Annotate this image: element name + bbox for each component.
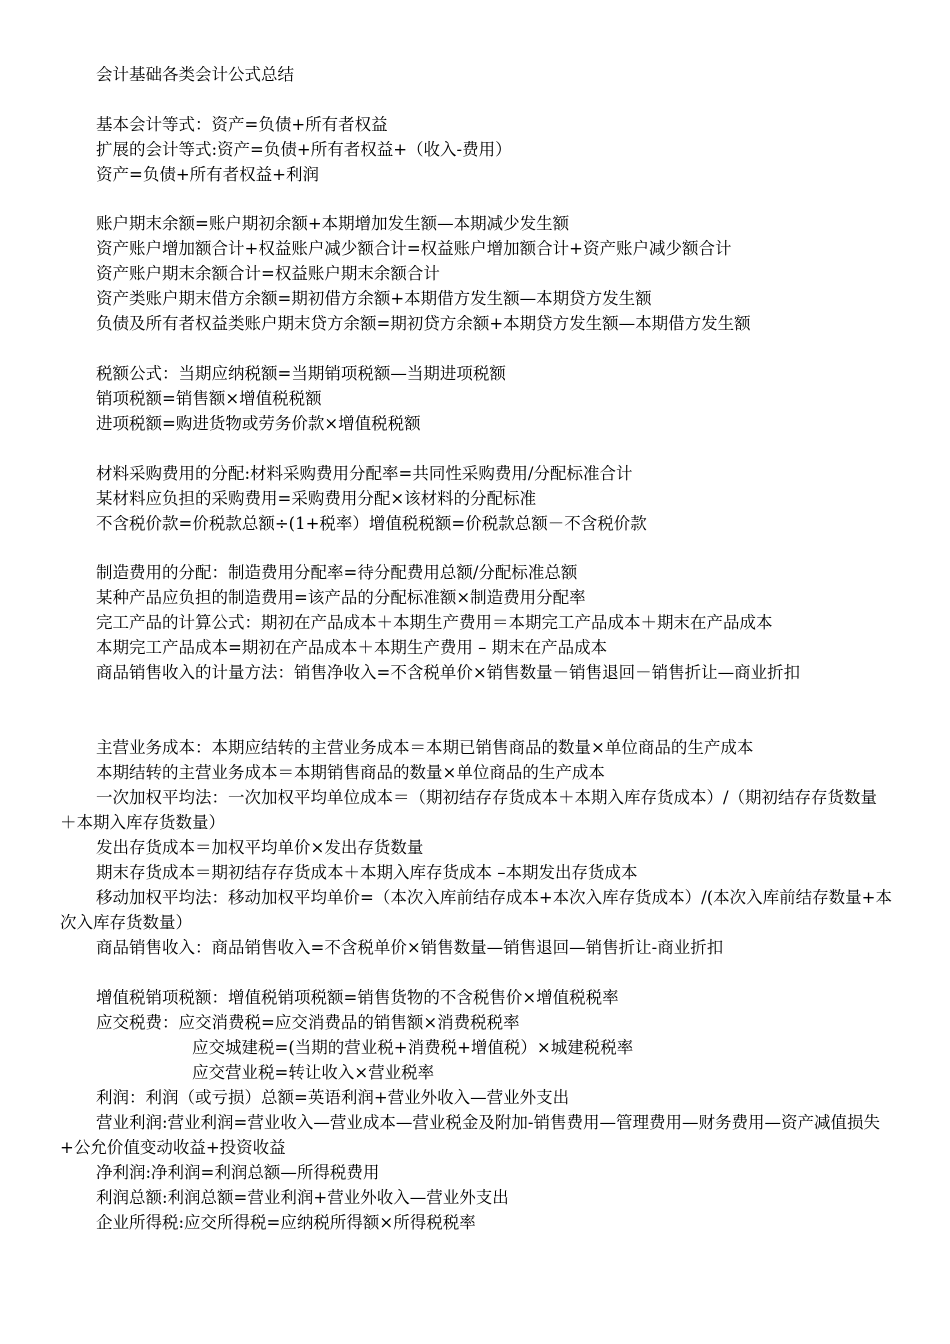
document-title: 会计基础各类会计公式总结 [96, 65, 294, 84]
text-line: 期末存货成本＝期初结存存货成本＋本期入库存货成本 –本期发出存货成本 [96, 863, 638, 882]
text-line: 扩展的会计等式:资产=负债+所有者权益+（收入-费用） [96, 140, 512, 159]
text-line: 资产账户期末余额合计=权益账户期末余额合计 [96, 264, 440, 283]
text-line: 销项税额=销售额×增值税税额 [96, 389, 322, 408]
text-line: 应交营业税=转让收入×营业税率 [192, 1063, 435, 1082]
text-line: 进项税额=购进货物或劳务价款×增值税税额 [96, 414, 421, 433]
text-line: 制造费用的分配：制造费用分配率=待分配费用总额/分配标准总额 [96, 563, 578, 582]
text-line: 资产账户增加额合计+权益账户减少额合计=权益账户增加额合计+资产账户减少额合计 [96, 239, 732, 258]
text-line: 账户期末余额=账户期初余额+本期增加发生额—本期减少发生额 [96, 214, 570, 233]
text-line: 某种产品应负担的制造费用=该产品的分配标准额×制造费用分配率 [96, 588, 586, 607]
text-paragraph: 商品销售收入的计量方法：销售净收入=不含税单价×销售数量－销售退回－销售折让—商业折扣 [96, 663, 801, 682]
text-line: 净利润:净利润=利润总额—所得税费用 [96, 1163, 380, 1182]
text-paragraph: 一次加权平均法：一次加权平均单位成本＝（期初结存存货成本＋本期入库存货成本）/（期初结存存货数量＋本期入库存货数量） [60, 788, 878, 832]
text-paragraph: 营业利润:营业利润=营业收入—营业成本—营业税金及附加-销售费用—管理费用—财务费用—资产减值损失+公允价值变动收益+投资收益 [60, 1113, 880, 1157]
text-line: 本期完工产品成本=期初在产品成本＋本期生产费用 – 期末在产品成本 [96, 638, 608, 657]
text-line: 资产类账户期末借方余额=期初借方余额+本期借方发生额—本期贷方发生额 [96, 289, 652, 308]
text-line: 完工产品的计算公式：期初在产品成本＋本期生产费用＝本期完工产品成本＋期末在产品成本 [96, 613, 773, 632]
text-line: 税额公式：当期应纳税额=当期销项税额—当期进项税额 [96, 364, 506, 383]
text-line: 发出存货成本＝加权平均单价×发出存货数量 [96, 838, 424, 857]
text-line: 资产=负债+所有者权益+利润 [96, 165, 319, 184]
text-line: 不含税价款=价税款总额÷(1+税率）增值税税额=价税款总额－不含税价款 [96, 514, 647, 533]
text-line: 负债及所有者权益类账户期末贷方余额=期初贷方余额+本期贷方发生额—本期借方发生额 [96, 314, 751, 333]
text-line: 应交税费：应交消费税=应交消费品的销售额×消费税税率 [96, 1013, 520, 1032]
text-paragraph: 移动加权平均法：移动加权平均单价=（本次入库前结存成本+本次入库存货成本）/(本次入库前结存数量+本次入库存货数量） [60, 888, 892, 932]
text-line: 企业所得税:应交所得税=应纳税所得额×所得税税率 [96, 1213, 476, 1232]
text-line: 增值税销项税额：增值税销项税额=销售货物的不含税售价×增值税税率 [96, 988, 619, 1007]
text-line: 基本会计等式：资产=负债+所有者权益 [96, 115, 388, 134]
text-line: 利润：利润（或亏损）总额=英语利润+营业外收入—营业外支出 [96, 1088, 570, 1107]
text-line: 本期结转的主营业务成本＝本期销售商品的数量×单位商品的生产成本 [96, 763, 605, 782]
text-line: 利润总额:利润总额=营业利润+营业外收入—营业外支出 [96, 1188, 509, 1207]
text-line: 某材料应负担的采购费用=采购费用分配×该材料的分配标准 [96, 489, 537, 508]
text-line: 材料采购费用的分配:材料采购费用分配率=共同性采购费用/分配标准合计 [96, 464, 633, 483]
text-line: 应交城建税=(当期的营业税+消费税+增值税）×城建税税率 [192, 1038, 634, 1057]
text-line: 商品销售收入：商品销售收入=不含税单价×销售数量—销售退回—销售折让-商业折扣 [96, 938, 724, 957]
text-line: 主营业务成本：本期应结转的主营业务成本＝本期已销售商品的数量×单位商品的生产成本 [96, 738, 754, 757]
